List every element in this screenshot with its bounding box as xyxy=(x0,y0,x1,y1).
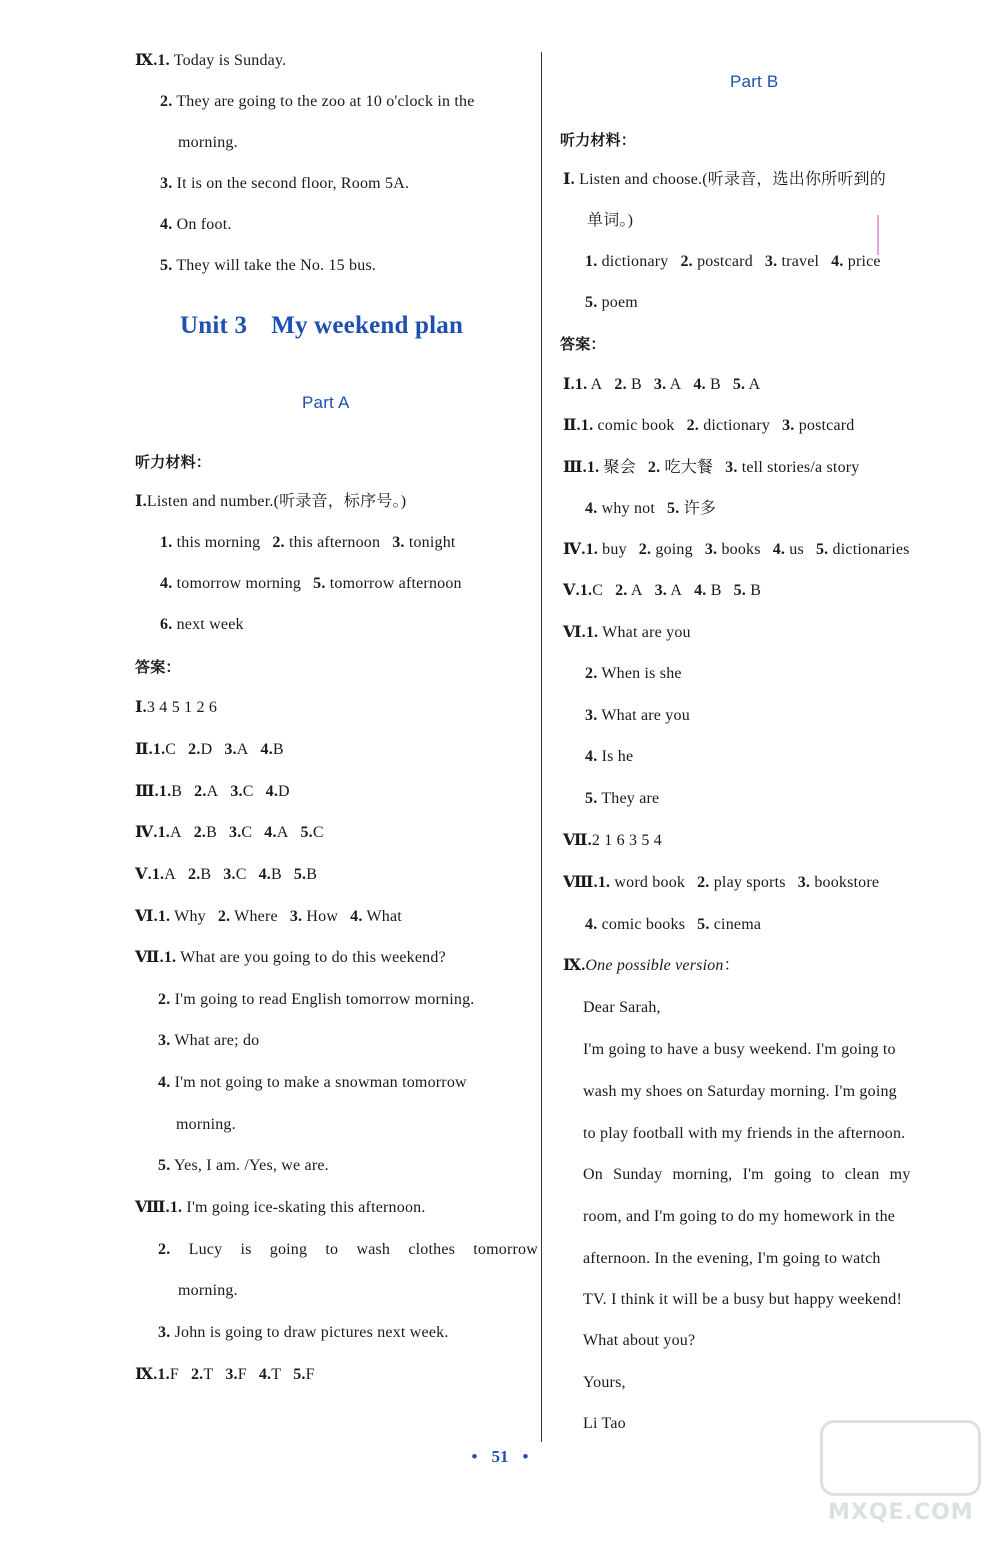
answer-iii: Ⅲ.1.B 2.A 3.C 4.D xyxy=(135,783,290,800)
watermark-stamp-icon xyxy=(820,1420,981,1496)
ix-prev-line-3: 3. It is on the second floor, Room 5A. xyxy=(160,175,410,192)
answers-heading: 答案： xyxy=(135,658,181,676)
answer-viii-2: 2. Lucy is going to wash clothes tomorrow xyxy=(158,1241,538,1258)
answer-b-iii-2: 4. why not 5. 许多 xyxy=(585,500,717,517)
answers-heading-b: 答案： xyxy=(560,335,606,353)
letter-line-5: On Sunday morning, I'm going to clean my xyxy=(583,1166,911,1183)
listening-heading: 听力材料： xyxy=(135,453,212,471)
answer-b-iii: Ⅲ.1. 聚会 2. 吃大餐 3. tell stories/a story xyxy=(563,459,860,476)
ix-prev-line-4: 4. On foot. xyxy=(160,216,232,233)
watermark xyxy=(820,1420,980,1530)
pink-pen-mark xyxy=(877,215,879,255)
answer-vi: Ⅵ.1. Why 2. Where 3. How 4. What xyxy=(135,908,402,925)
answer-viii-1: Ⅷ.1. I'm going ice-skating this afternoon. xyxy=(135,1199,426,1216)
letter-line-11: Li Tao xyxy=(583,1415,626,1432)
ix-prev-line-2: 2. They are going to the zoo at 10 o'clock in the xyxy=(160,93,475,110)
letter-line-9: What about you? xyxy=(583,1332,696,1349)
answer-b-ii: Ⅱ.1. comic book 2. dictionary 3. postcard xyxy=(563,417,855,434)
listen-i-instruction: Ⅰ.Listen and number.(听录音，标序号。) xyxy=(135,493,407,510)
answer-b-viii-1: Ⅷ.1. word book 2. play sports 3. bookstore xyxy=(563,874,880,891)
letter-line-6: room, and I'm going to do my homework in the xyxy=(583,1208,896,1225)
answer-b-iv: Ⅳ.1. buy 2. going 3. books 4. us 5. dictionaries xyxy=(563,541,910,558)
answer-vii-4b: morning. xyxy=(176,1116,236,1133)
ix-prev-line-1: Ⅸ.1. Today is Sunday. xyxy=(135,52,287,69)
answer-viii-2b: morning. xyxy=(178,1282,238,1299)
watermark-text: MXQE.COM xyxy=(828,1500,974,1525)
answer-vii-1: Ⅶ.1. What are you going to do this weekend? xyxy=(135,949,446,966)
answer-b-vi-1: Ⅵ.1. What are you xyxy=(563,624,691,641)
answer-vii-4: 4. I'm not going to make a snowman tomorrow xyxy=(158,1074,467,1091)
letter-line-10: Yours, xyxy=(583,1374,626,1391)
answer-b-vi-4: 4. Is he xyxy=(585,748,634,765)
listen-b-items-row-2: 5. poem xyxy=(585,294,638,311)
part-a-heading: Part A xyxy=(302,393,350,412)
listen-b-items-row-1: 1. dictionary 2. postcard 3. travel 4. price xyxy=(585,253,881,270)
answer-b-vii: Ⅶ.2 1 6 3 5 4 xyxy=(563,832,663,849)
page-number: • 51 • xyxy=(471,1447,529,1466)
part-b-heading: Part B xyxy=(730,72,779,91)
answer-vii-3: 3. What are; do xyxy=(158,1032,260,1049)
answer-b-vi-3: 3. What are you xyxy=(585,707,690,724)
listen-b-instruction: Ⅰ. Listen and choose.(听录音，选出你所听到的 xyxy=(563,171,886,188)
unit-heading: Unit 3 My weekend plan xyxy=(180,312,464,339)
answer-b-viii-2: 4. comic books 5. cinema xyxy=(585,916,762,933)
listening-heading-b: 听力材料： xyxy=(560,131,637,149)
listen-b-instruction-b: 单词。) xyxy=(587,212,634,229)
answer-vii-5: 5. Yes, I am. /Yes, we are. xyxy=(158,1157,329,1174)
answer-ii: Ⅱ.1.C 2.D 3.A 4.B xyxy=(135,741,284,758)
answer-b-ix-intro: Ⅸ.One possible version： xyxy=(563,957,740,974)
answer-ix: Ⅸ.1.F 2.T 3.F 4.T 5.F xyxy=(135,1366,315,1383)
letter-line-8: TV. I think it will be a busy but happy weekend! xyxy=(583,1291,903,1308)
answer-b-v: Ⅴ.1.C 2. A 3. A 4. B 5. B xyxy=(563,582,762,599)
listen-i-items-row-2: 4. tomorrow morning 5. tomorrow afternoon xyxy=(160,575,462,592)
answer-v: Ⅴ.1.A 2.B 3.C 4.B 5.B xyxy=(135,866,318,883)
ix-prev-line-5: 5. They will take the No. 15 bus. xyxy=(160,257,377,274)
column-divider xyxy=(541,52,542,1442)
answer-viii-3: 3. John is going to draw pictures next week. xyxy=(158,1324,449,1341)
listen-i-items-row-3: 6. next week xyxy=(160,616,244,633)
answer-iv: Ⅳ.1.A 2.B 3.C 4.A 5.C xyxy=(135,824,324,841)
answer-b-i: Ⅰ.1. A 2. B 3. A 4. B 5. A xyxy=(563,376,761,393)
letter-line-7: afternoon. In the evening, I'm going to watch xyxy=(583,1250,881,1267)
letter-line-2: I'm going to have a busy weekend. I'm going to xyxy=(583,1041,896,1058)
answer-i: Ⅰ.3 4 5 1 2 6 xyxy=(135,699,218,716)
ix-prev-line-2b: morning. xyxy=(178,134,238,151)
answer-vii-2: 2. I'm going to read English tomorrow morning. xyxy=(158,991,475,1008)
answer-b-vi-2: 2. When is she xyxy=(585,665,682,682)
listen-i-items-row-1: 1. this morning 2. this afternoon 3. tonight xyxy=(160,534,456,551)
answer-b-vi-5: 5. They are xyxy=(585,790,660,807)
letter-line-1: Dear Sarah, xyxy=(583,999,661,1016)
letter-line-4: to play football with my friends in the afternoon. xyxy=(583,1125,906,1142)
letter-line-3: wash my shoes on Saturday morning. I'm going xyxy=(583,1083,897,1100)
